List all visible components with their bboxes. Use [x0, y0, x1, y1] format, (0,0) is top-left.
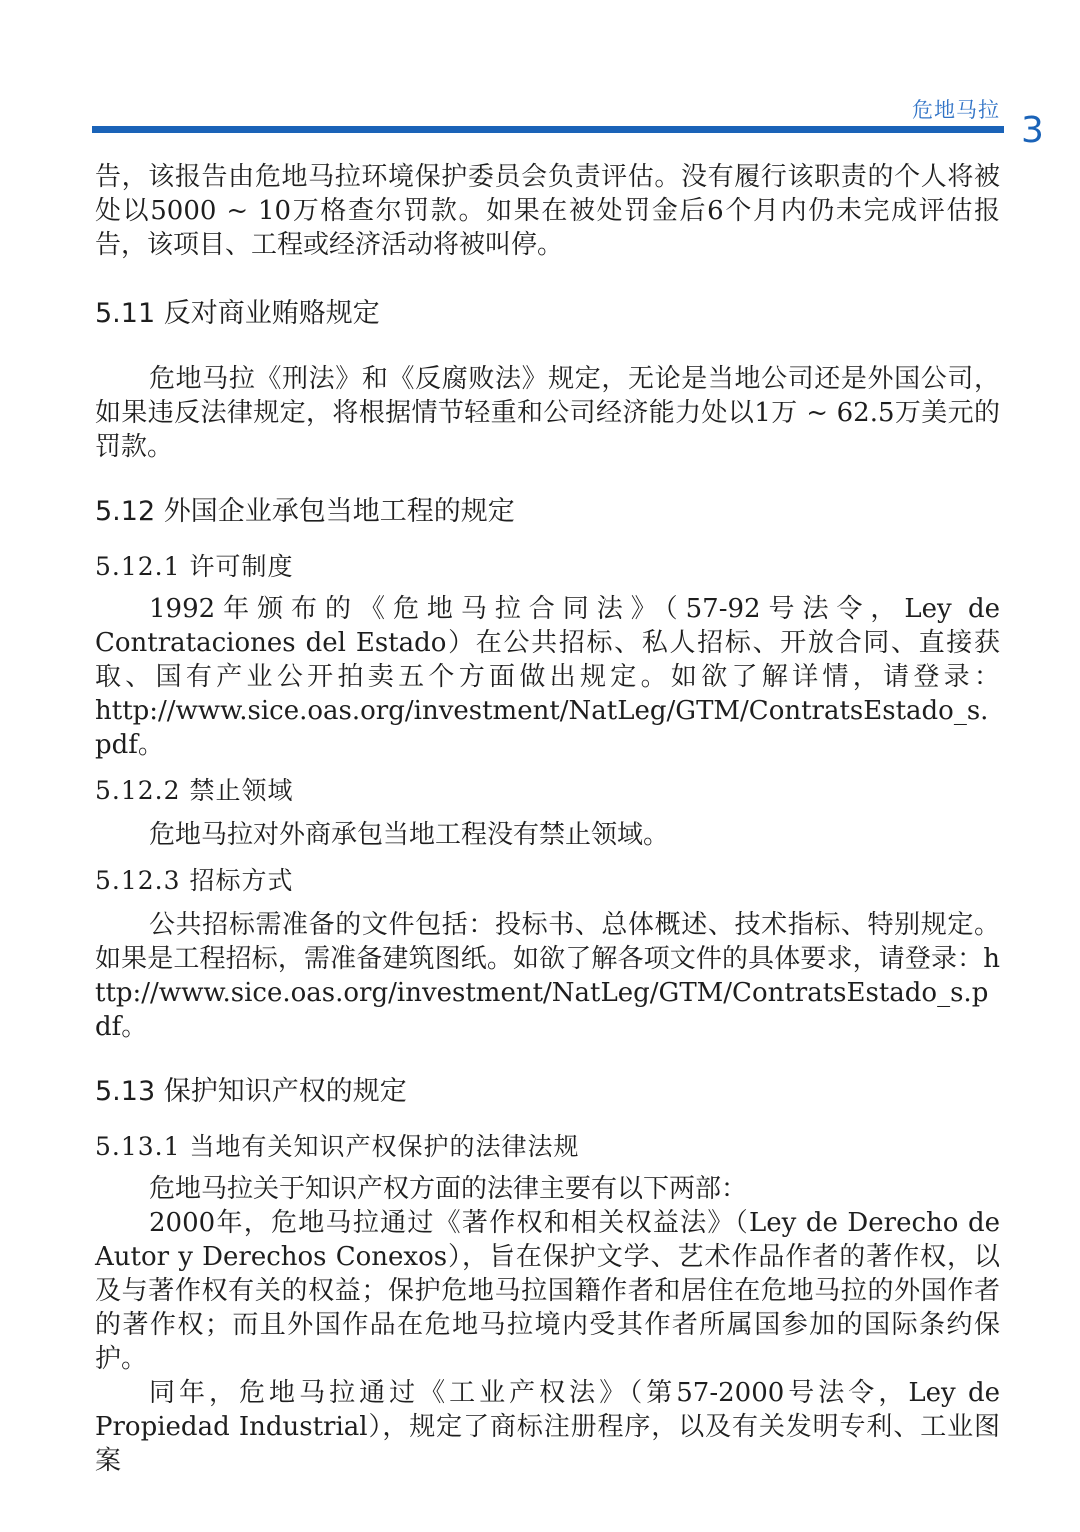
section-5-11-paragraph: 危地马拉《刑法》和《反腐败法》规定，无论是当地公司还是外国公司，如果违反法律规定，将根据情节轻重和公司经济能力处以1万 ~ 62.5万美元的罚款。 — [95, 364, 1000, 462]
section-5-13-1-paragraph-2: 2000年，危地马拉通过《著作权和相关权益法》（Ley de Derecho de Autor y Derechos Conexos），旨在保护文学、艺术作品作者的著作权，以及与著作权有关的权益；保护危地马拉国籍作者和居住在危地马拉的外国作者的著作权；而且外国作品在危地马拉境内受其作者所属国参加的国际条约保护。 — [95, 1208, 1000, 1374]
section-5-12-2-heading: 5.12.2 禁止领域 — [95, 776, 294, 805]
section-5-12-2-paragraph: 危地马拉对外商承包当地工程没有禁止领域。 — [149, 820, 670, 850]
section-5-13-1-paragraph-1: 危地马拉关于知识产权方面的法律主要有以下两部： — [149, 1174, 748, 1204]
section-5-11-heading: 5.11 反对商业贿赂规定 — [95, 298, 380, 329]
header-rule — [92, 126, 1004, 133]
page-body — [95, 160, 1000, 1478]
section-5-12-3-paragraph: 公共招标需准备的文件包括：投标书、总体概述、技术指标、特别规定。如果是工程招标，需准备建筑图纸。如欲了解各项文件的具体要求，请登录：http://www.sice.oas.org/investment/NatLeg/GTM/ContratsEstado_s.pdf。 — [95, 910, 1000, 1042]
section-5-12-1-url: http://www.sice.oas.org/investment/NatLeg/GTM/ContratsEstado_s.pdf。 — [95, 696, 989, 760]
section-5-13-1-paragraph-3: 同年，危地马拉通过《工业产权法》（第57-2000号法令，Ley de Propiedad Industrial），规定了商标注册程序，以及有关发明专利、工业图案 — [95, 1378, 1000, 1476]
section-5-12-heading: 5.12 外国企业承包当地工程的规定 — [95, 496, 515, 527]
section-5-13-heading: 5.13 保护知识产权的规定 — [95, 1076, 407, 1107]
section-5-12-1-paragraph: 1992年颁布的《危地马拉合同法》（57-92号法令，Ley de Contrataciones del Estado）在公共招标、私人招标、开放合同、直接获取、国有产业公开拍卖五个方面做出规定。如欲了解详情，请登录： — [95, 594, 1000, 692]
section-5-12-1-heading: 5.12.1 许可制度 — [95, 552, 294, 581]
section-5-12-3-heading: 5.12.3 招标方式 — [95, 866, 294, 895]
running-header-title: 危地马拉 — [912, 98, 1000, 122]
intro-paragraph: 告，该报告由危地马拉环境保护委员会负责评估。没有履行该职责的个人将被处以5000 ~ 10万格查尔罚款。如果在被处罚金后6个月内仍未完成评估报告，该项目、工程或经济活动将被叫停。 — [95, 162, 1000, 260]
page-number: 3 — [1021, 110, 1044, 151]
section-5-13-1-heading: 5.13.1 当地有关知识产权保护的法律法规 — [95, 1132, 580, 1161]
